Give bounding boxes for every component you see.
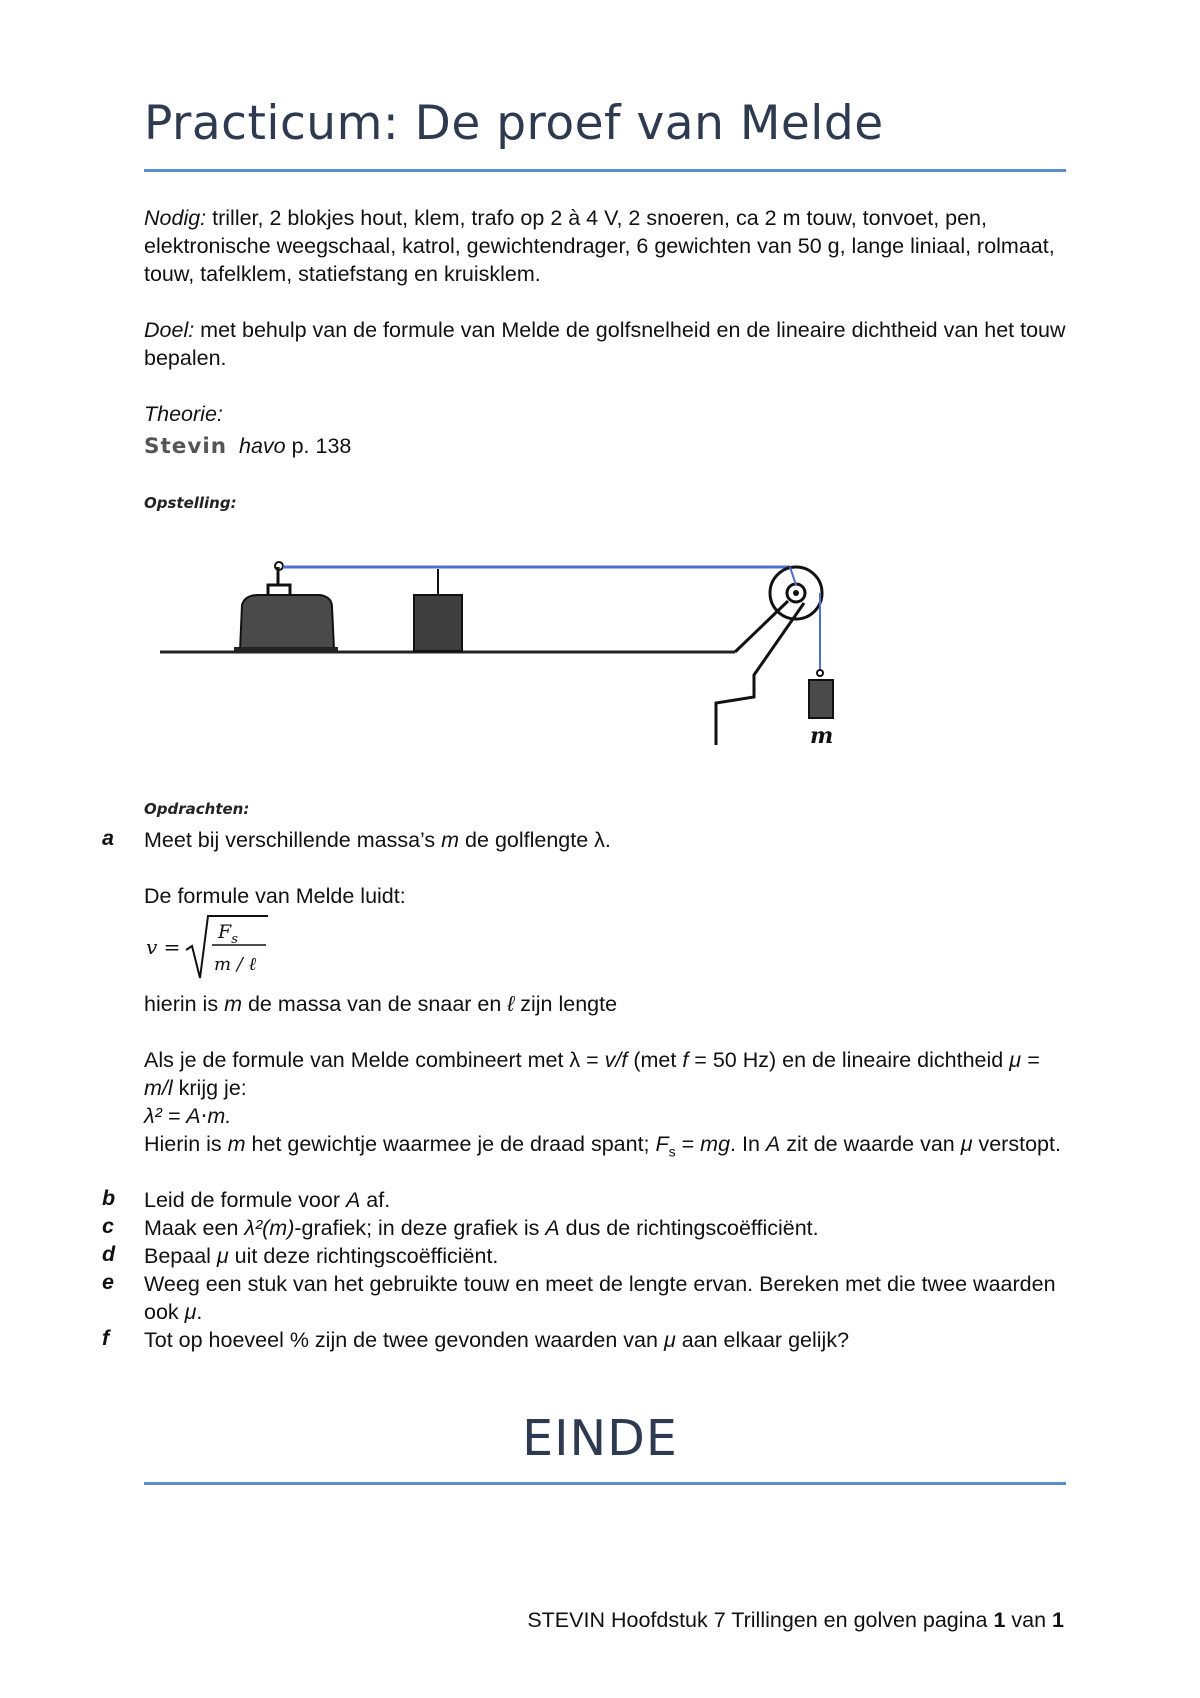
question-e-letter: e [102,1270,114,1294]
nodig-paragraph [144,204,1069,288]
mass-label: m [810,723,834,749]
einde-heading: EINDE [522,1410,678,1467]
question-a-text: Meet bij verschillende massa’s m de golflengte λ. [144,828,611,852]
pulley-clamp [716,601,804,745]
question-f-text: Tot op hoeveel % zijn de twee gevonden waarden van μ aan elkaar gelijk? [144,1328,850,1352]
question-b-letter: b [102,1186,116,1210]
question-d-text: Bepaal μ uit deze richtingscoëfficiënt. [144,1244,499,1268]
melde-formula [144,912,274,982]
theorie-label: Theorie: [144,402,223,426]
melde-setup-diagram [150,545,850,755]
question-c-text: Maak een λ²(m)-grafiek; in deze grafiek is A dus de richtingscoëfficiënt. [144,1216,819,1240]
page-title: Practicum: De proef van Melde [144,96,884,151]
combine-paragraph: Als je de formule van Melde combineert met λ = v/f (met f = 50 Hz) en de lineaire dichtheid μ = m/l krijg je: λ² = A⋅m. Hierin is m het gewichtje waarmee je de draad spant; $F_s$ = mg. In A zit de waarde van μ verstopt. [144,1048,1061,1160]
hanging-weight [809,680,833,718]
page-reference: p. 138 [285,434,352,458]
result-formula: λ² = A⋅m. [144,1104,232,1128]
nodig-text: triller, 2 blokjes hout, klem, trafo op 2 à 4 V, 2 snoeren, ca 2 m touw, tonvoet, pen, elektronische weegschaal, katrol, gewichtendrager, 6 gewichten van 50 g, lange liniaal, rolmaat, touw, tafelklem, statiefstang en kruisklem. [144,206,1055,286]
vibrator-block [240,595,334,651]
opstelling-heading: Opstelling: [144,494,237,512]
question-a-letter: a [102,826,114,850]
footer-total-pages: 1 [1052,1608,1064,1632]
question-e-text: Weeg een stuk van het gebruikte touw en meet de lengte ervan. Bereken met die twee waarden ook μ. [144,1272,1056,1324]
title-underline [144,169,1066,172]
formula-denominator: m / ℓ [214,954,257,975]
formula-numerator: $F_s$ [218,921,238,947]
question-b-text: Leid de formule voor A af. [144,1188,391,1212]
hierin-line: hierin is m de massa van de snaar en ℓ zijn lengte [144,992,618,1016]
nodig-label: Nodig: [144,206,207,230]
footer-page-number: 1 [993,1608,1006,1632]
doel-paragraph [144,316,1069,372]
havo-level: havo [239,434,286,458]
question-d-letter: d [102,1242,116,1266]
stevin-brand: Stevin [144,434,228,459]
doel-label: Doel: [144,318,195,342]
formula-intro: De formule van Melde luidt: [144,884,406,908]
question-f-letter: f [102,1326,110,1350]
einde-underline [144,1482,1066,1485]
page-footer: STEVIN Hoofdstuk 7 Trillingen en golven pagina 1 van 1 [527,1608,1064,1632]
formula-lhs: v = [146,935,181,959]
doel-text: met behulp van de formule van Melde de golfsnelheid en de lineaire dichtheid van het touw bepalen. [144,318,1066,370]
wood-block [414,595,462,651]
theorie-reference [144,432,1069,461]
opdrachten-heading: Opdrachten: [144,800,250,818]
question-c-letter: c [102,1214,114,1238]
